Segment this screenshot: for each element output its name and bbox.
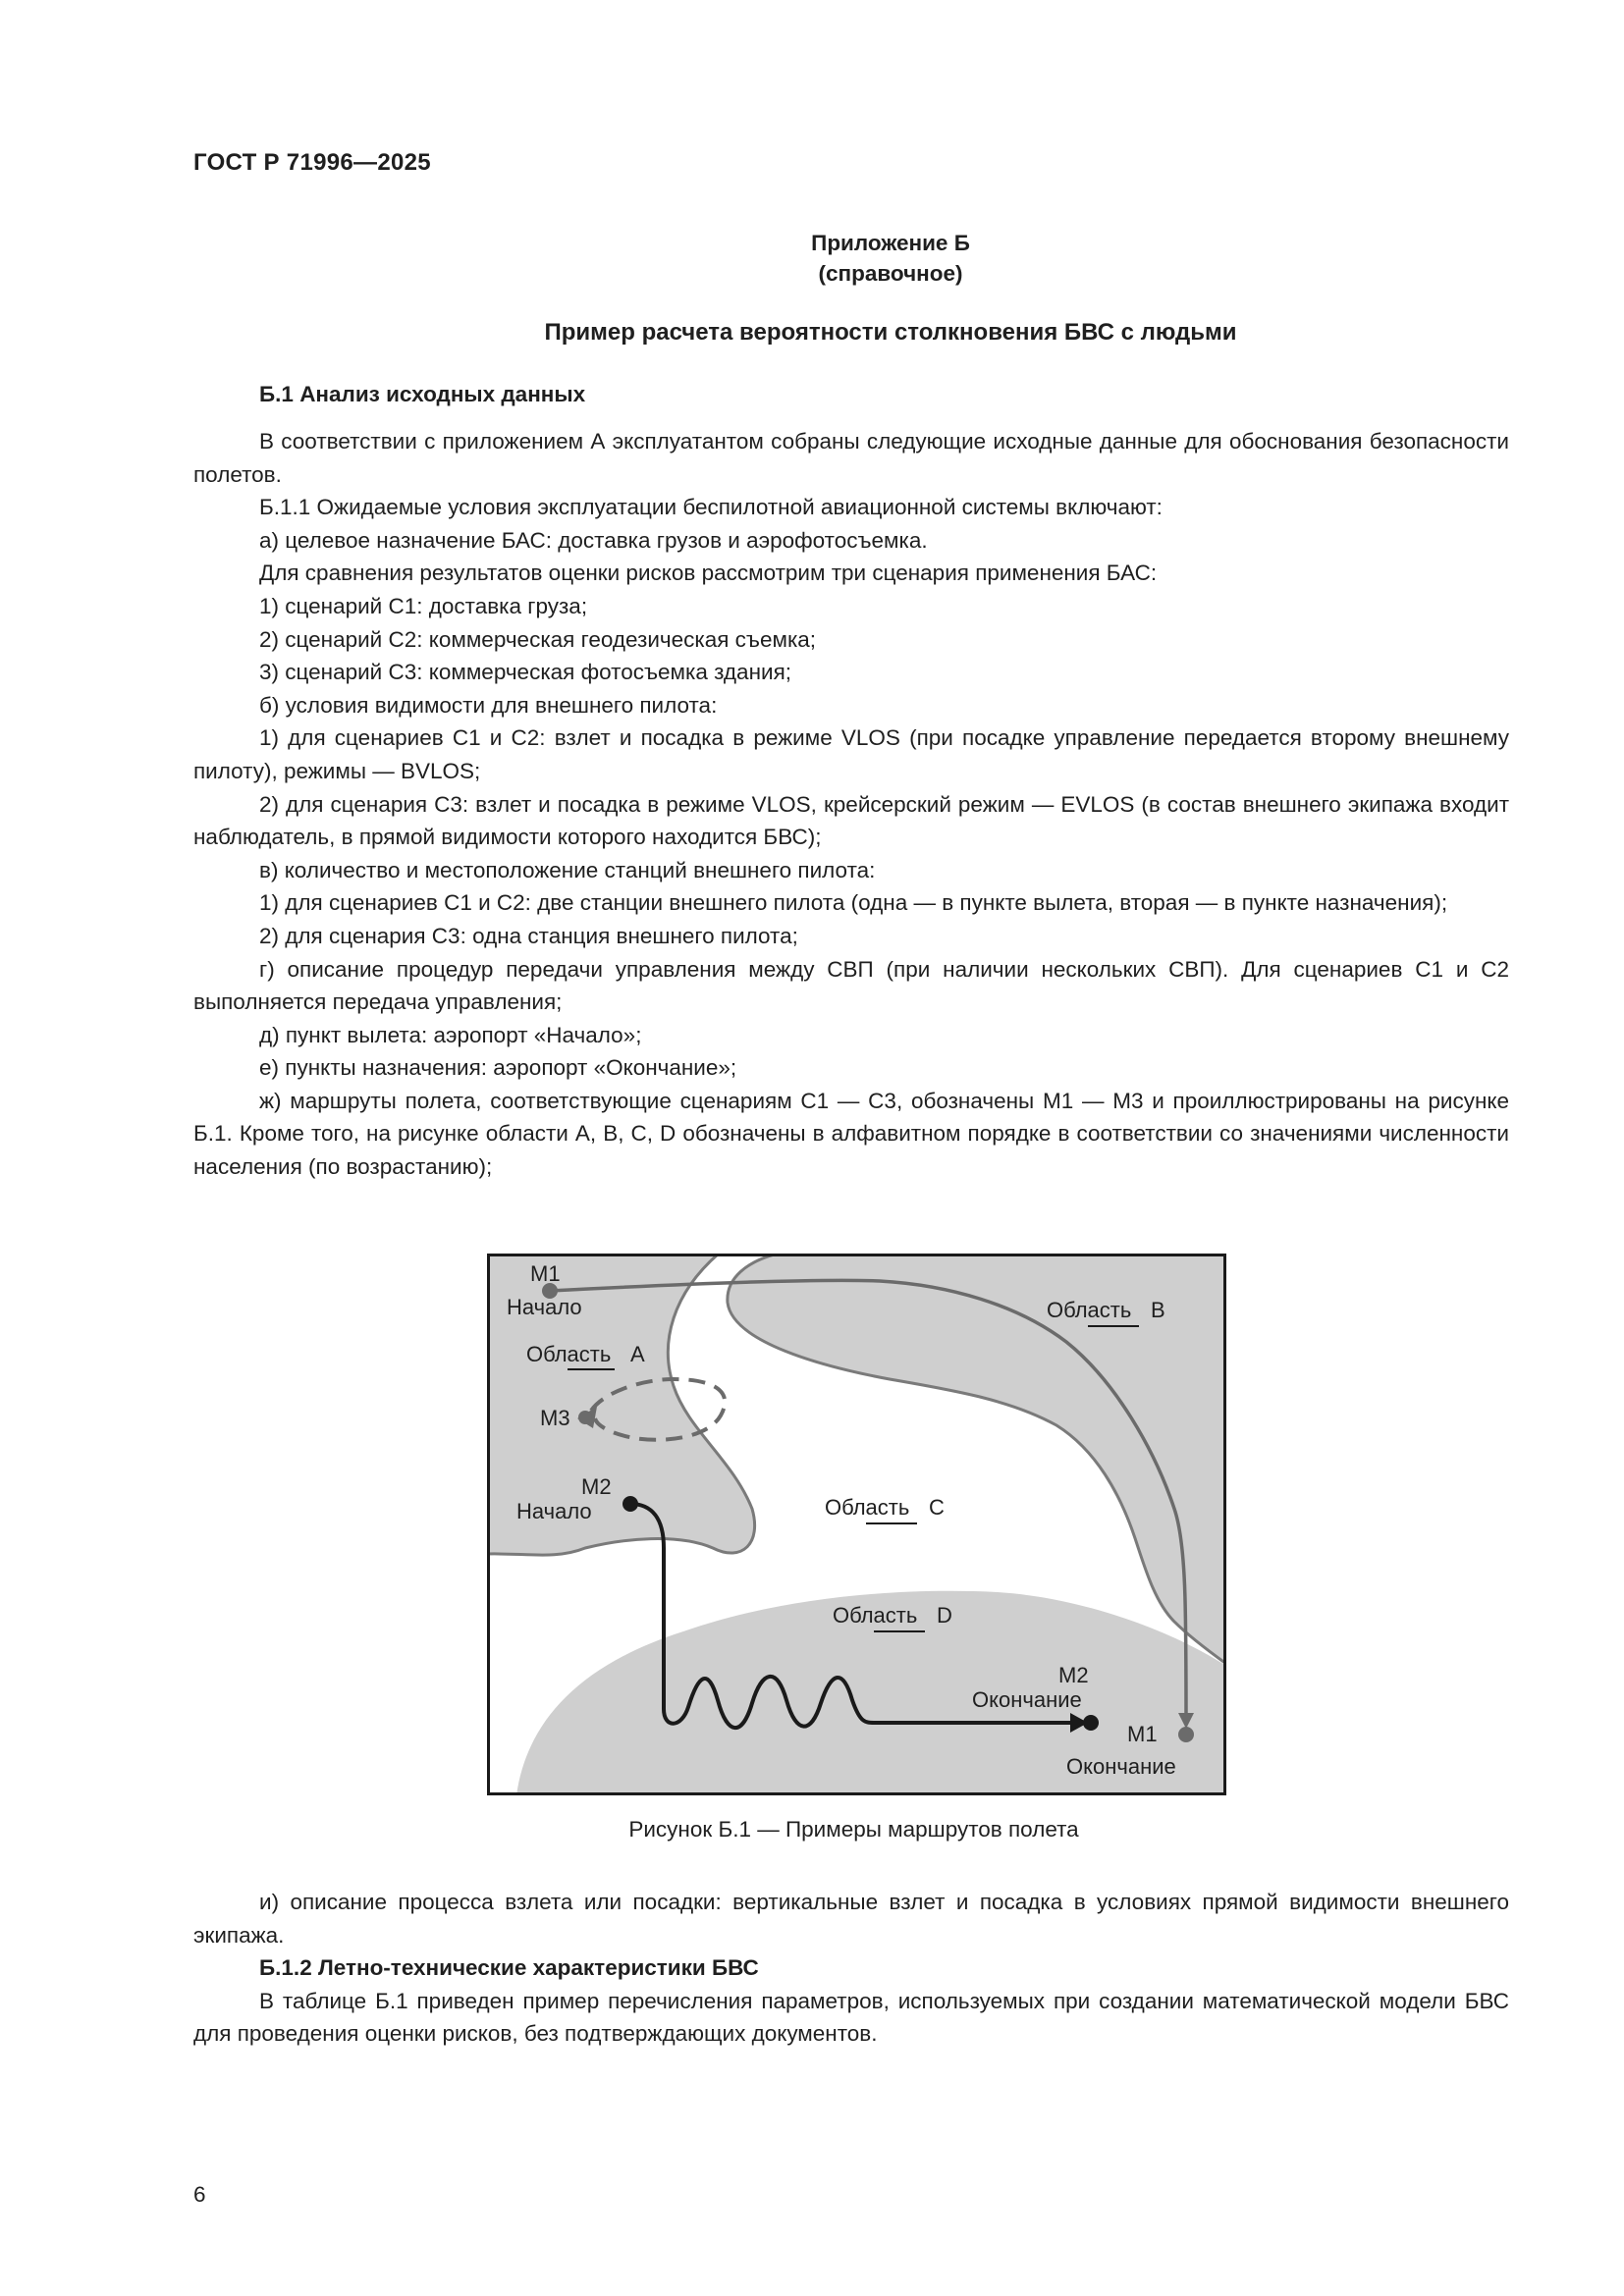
subsection-heading-b12: Б.1.2 Летно-технические характеристики БВС [259, 1955, 759, 1981]
paragraph: ж) маршруты полета, соответствующие сценариям С1 — С3, обозначены М1 — М3 и проиллюстрированы на рисунке Б.1. Кроме того, на рисунке области А, В, С, D обозначены в алфавитном порядке в соответствии со значениями численности населения (по возрастанию); [193, 1088, 1509, 1180]
label-area-a-letter: А [630, 1342, 645, 1366]
body-text-after-figure [193, 1886, 1509, 2051]
paragraph: и) описание процесса взлета или посадки: вертикальные взлет и посадка в условиях прямой видимости внешнего экипажа. [193, 1890, 1509, 1948]
paragraph: 1) сценарий С1: доставка груза; [259, 593, 588, 618]
body-text-before-figure [193, 425, 1509, 1184]
label-m1-start-id: М1 [530, 1261, 561, 1286]
subsection-title: Б.1 Анализ исходных данных [259, 382, 586, 406]
label-area-c-prefix: Область [825, 1495, 910, 1520]
paragraph: Для сравнения результатов оценки рисков рассмотрим три сценария применения БАС: [259, 561, 1158, 586]
paragraph: 1) для сценариев С1 и С2: взлет и посадка в режиме VLOS (при посадке управление передается второму внешнему пилоту), режимы — BVLOS; [193, 725, 1509, 783]
flight-routes-diagram [487, 1254, 1226, 1795]
flight-routes-figure [487, 1254, 1226, 1795]
paragraph: в) количество и местоположение станций внешнего пилота: [259, 857, 876, 882]
label-m1-end: Окончание [1066, 1754, 1176, 1779]
paragraph: б) условия видимости для внешнего пилота: [259, 692, 718, 718]
route-m3-point [578, 1411, 592, 1424]
label-m3: М3 [540, 1406, 570, 1430]
paragraph: Б.1.1 Ожидаемые условия эксплуатации беспилотной авиационной системы включают: [259, 495, 1163, 520]
document-standard-header: ГОСТ Р 71996—2025 [193, 149, 431, 176]
section-title: Пример расчета вероятности столкновения БВС с людьми [544, 319, 1237, 346]
paragraph: е) пункты назначения: аэропорт «Окончание»; [259, 1055, 737, 1081]
label-area-a-prefix: Область [526, 1342, 612, 1366]
label-m1-end-id: М1 [1127, 1722, 1158, 1746]
appendix-heading [0, 228, 1624, 289]
label-area-d-letter: D [937, 1603, 952, 1628]
label-area-d-prefix: Область [833, 1603, 918, 1628]
paragraph: 2) для сценария С3: взлет и посадка в режиме VLOS, крейсерский режим — EVLOS (в состав внешнего экипажа входит наблюдатель, в прямой видимости которого находится БВС); [193, 791, 1509, 850]
label-area-c-letter: С [929, 1495, 945, 1520]
paragraph: г) описание процедур передачи управления между СВП (при наличии нескольких СВП). Для сценариев С1 и С2 выполняется передача управления; [193, 956, 1509, 1015]
paragraph: 3) сценарий С3: коммерческая фотосъемка здания; [259, 660, 791, 685]
figure-caption: Рисунок Б.1 — Примеры маршрутов полета [628, 1817, 1079, 1842]
label-m2-end-id: М2 [1058, 1663, 1089, 1687]
label-m2-start: Начало [516, 1499, 592, 1523]
paragraph: 2) для сценария С3: одна станция внешнего пилота; [259, 923, 798, 948]
label-area-b-prefix: Область [1047, 1298, 1132, 1322]
label-m2-start-id: М2 [581, 1474, 612, 1499]
paragraph: а) целевое назначение БАС: доставка грузов и аэрофотосъемка. [259, 527, 928, 553]
label-m1-start: Начало [507, 1295, 582, 1319]
label-area-b-letter: В [1151, 1298, 1165, 1322]
route-m2-start-point [623, 1496, 638, 1512]
paragraph: 2) сценарий С2: коммерческая геодезическая съемка; [259, 626, 817, 652]
paragraph: В таблице Б.1 приведен пример перечисления параметров, используемых при создании математической модели БВС для проведения оценки рисков, без подтверждающих документов. [193, 1988, 1509, 2047]
appendix-title: Приложение Б [811, 231, 970, 255]
route-m2-end-point [1083, 1715, 1099, 1731]
page-number: 6 [193, 2182, 206, 2207]
paragraph: д) пункт вылета: аэропорт «Начало»; [259, 1022, 642, 1047]
paragraph: В соответствии с приложением А эксплуатантом собраны следующие исходные данные для обоснования безопасности полетов. [193, 429, 1509, 487]
route-m1-end-point [1178, 1727, 1194, 1742]
appendix-type: (справочное) [818, 261, 963, 286]
label-m2-end: Окончание [972, 1687, 1082, 1712]
paragraph: 1) для сценариев С1 и С2: две станции внешнего пилота (одна — в пункте вылета, вторая — в пункте назначения); [259, 890, 1448, 916]
